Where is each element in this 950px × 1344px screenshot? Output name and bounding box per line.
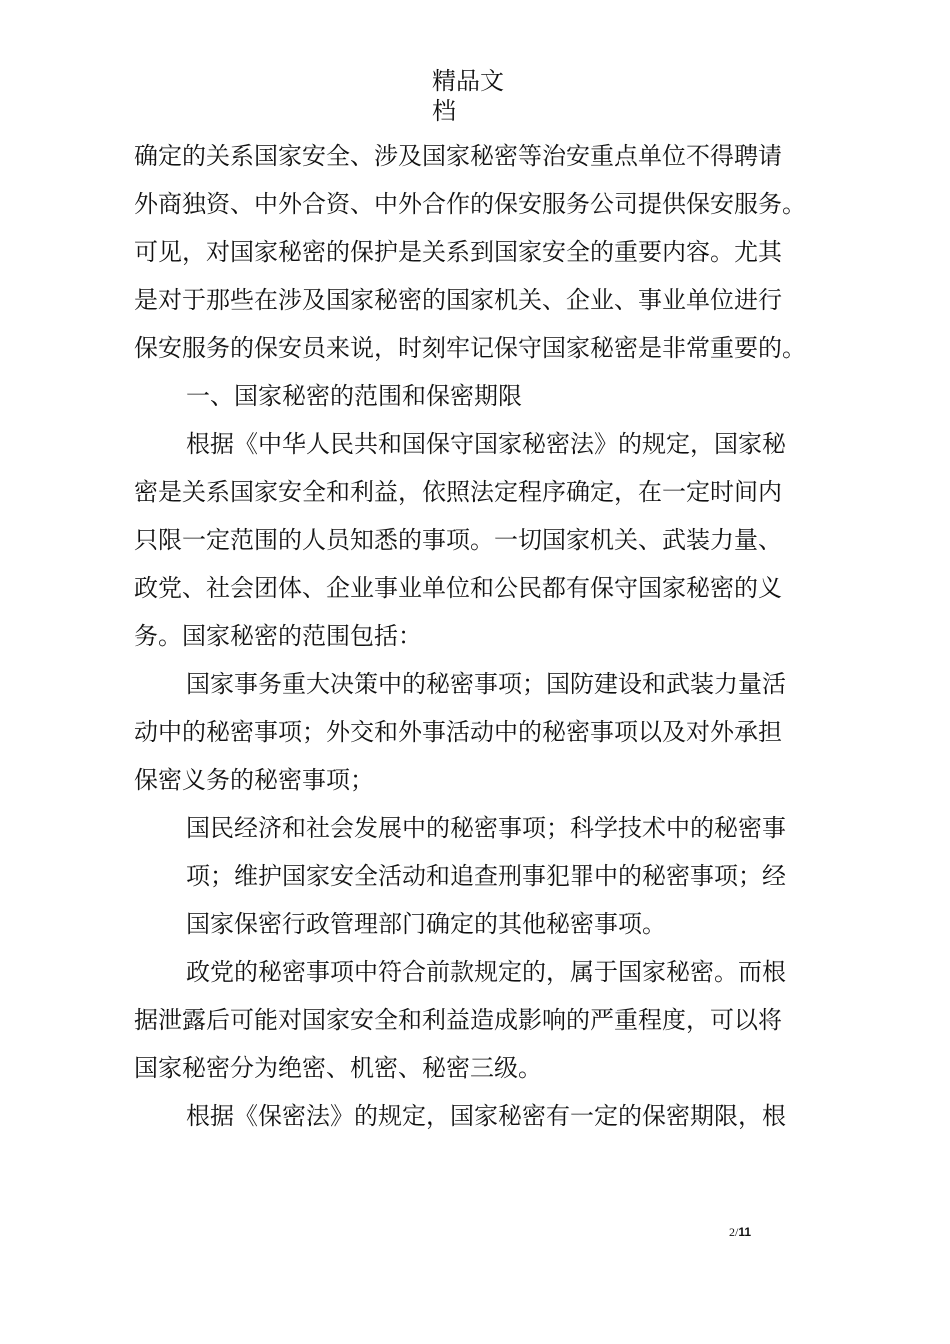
text-line: 国家秘密分为绝密、机密、秘密三级。	[134, 1054, 542, 1082]
text-line: 外商独资、中外合资、中外合作的保安服务公司提供保安服务。	[134, 190, 806, 218]
text-line: 动中的秘密事项；外交和外事活动中的秘密事项以及对外承担	[134, 718, 782, 746]
section-heading: 一、国家秘密的范围和保密期限	[186, 382, 522, 410]
text-line: 保密义务的秘密事项；	[134, 766, 374, 794]
text-line: 密是关系国家安全和利益，依照法定程序确定，在一定时间内	[134, 478, 782, 506]
text-line: 政党、社会团体、企业事业单位和公民都有保守国家秘密的义	[134, 574, 782, 602]
text-line: 项；维护国家安全活动和追查刑事犯罪中的秘密事项；经	[186, 862, 786, 890]
page-total: 11	[738, 1225, 752, 1239]
text-line: 务。国家秘密的范围包括：	[134, 622, 422, 650]
text-line: 国家保密行政管理部门确定的其他秘密事项。	[186, 910, 666, 938]
text-line: 据泄露后可能对国家安全和利益造成影响的严重程度，可以将	[134, 1006, 782, 1034]
header-title-line1: 精品文	[432, 67, 504, 95]
body-text	[134, 132, 834, 1140]
text-line: 是对于那些在涉及国家秘密的国家机关、企业、事业单位进行	[134, 286, 782, 314]
text-line: 国民经济和社会发展中的秘密事项；科学技术中的秘密事	[186, 814, 786, 842]
text-line: 国家事务重大决策中的秘密事项；国防建设和武装力量活	[186, 670, 786, 698]
text-line: 根据《保密法》的规定，国家秘密有一定的保密期限，根	[186, 1102, 786, 1130]
page-current: 2/	[729, 1225, 739, 1239]
text-line: 确定的关系国家安全、涉及国家秘密等治安重点单位不得聘请	[134, 142, 782, 170]
header-title-line2: 档	[432, 97, 456, 125]
text-line: 政党的秘密事项中符合前款规定的，属于国家秘密。而根	[186, 958, 786, 986]
page-number	[729, 1225, 751, 1239]
text-line: 根据《中华人民共和国保守国家秘密法》的规定，国家秘	[186, 430, 786, 458]
text-line: 可见，对国家秘密的保护是关系到国家安全的重要内容。尤其	[134, 238, 782, 266]
text-line: 保安服务的保安员来说，时刻牢记保守国家秘密是非常重要的。	[134, 334, 806, 362]
text-line: 只限一定范围的人员知悉的事项。一切国家机关、武装力量、	[134, 526, 782, 554]
